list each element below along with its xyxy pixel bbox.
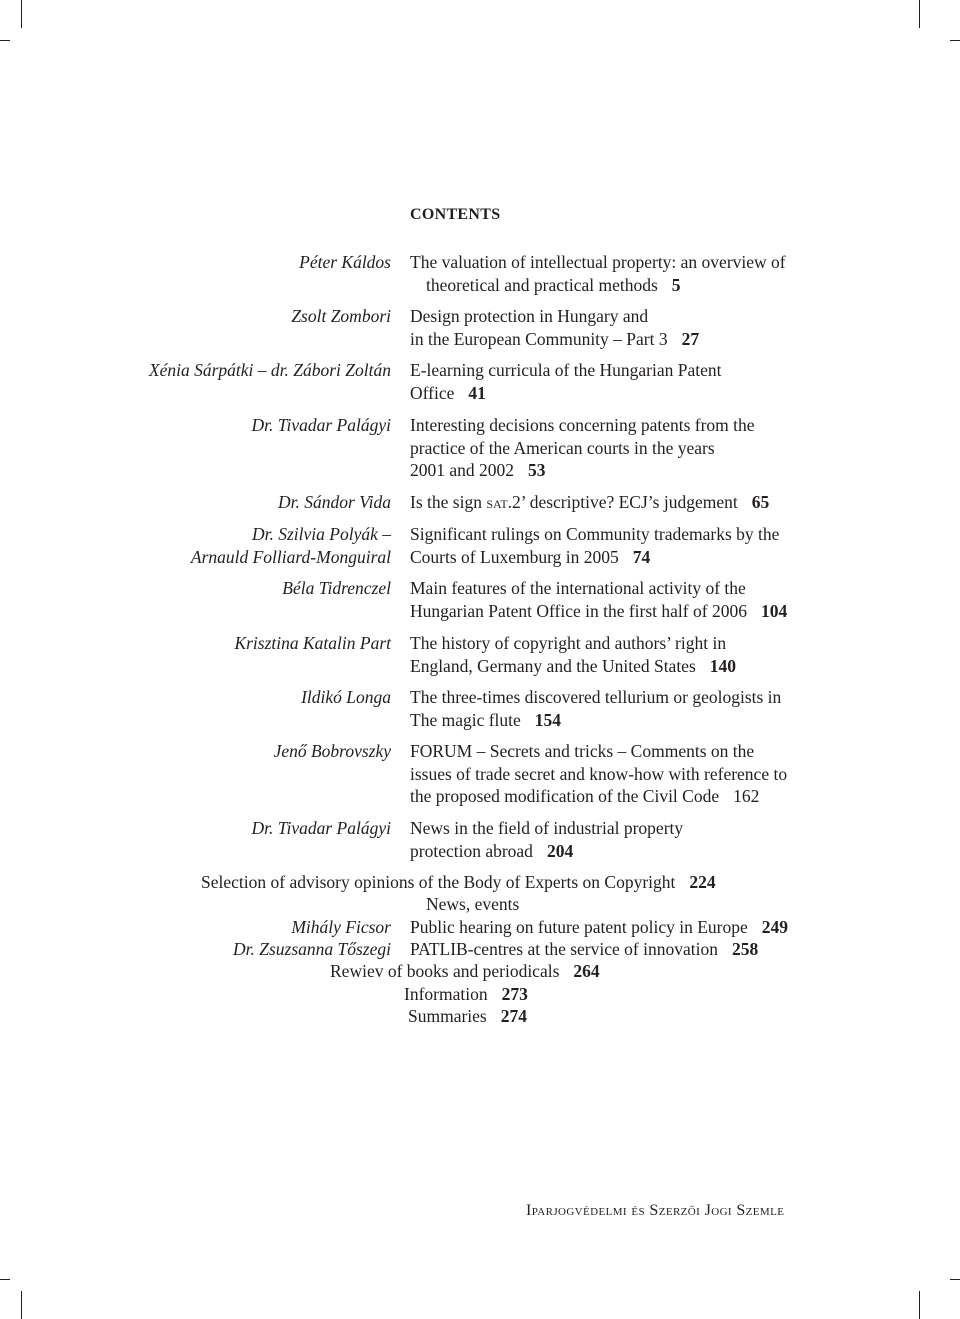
entry-author: Béla Tidrenczel (282, 578, 391, 598)
title-line: 2001 and 2002 53 (410, 460, 546, 480)
page-number: 162 (733, 786, 760, 806)
entry-author: Zsolt Zombori (291, 306, 391, 326)
entry-author: Dr. Zsuzsanna Tőszegi (232, 939, 391, 959)
entry-title (410, 359, 820, 404)
contents-heading: CONTENTS (410, 206, 501, 223)
crop-mark (0, 40, 10, 41)
title-line: Courts of Luxemburg in 2005 74 (410, 546, 651, 567)
page-number: 204 (546, 840, 574, 861)
news-heading: News, events (426, 894, 520, 914)
title-line: issues of trade secret and know-how with reference to (410, 763, 788, 784)
title-line: England, Germany and the United States 140 (410, 655, 737, 676)
entry-title (410, 632, 820, 677)
crop-mark (950, 40, 960, 41)
entry-author: Dr. Sándor Vida (278, 492, 391, 512)
entry-author: Péter Káldos (299, 252, 391, 272)
page-number: 140 (709, 655, 737, 676)
entry-author: Mihály Ficsor (291, 917, 391, 937)
entry-title (410, 740, 820, 808)
page-number: 258 (731, 939, 759, 959)
crop-mark (21, 0, 22, 28)
title-line: The history of copyright and authors’ right in (410, 633, 727, 653)
sign-name: sat.2 (486, 492, 521, 512)
page-number: 273 (501, 984, 528, 1004)
entry-author: Ildikó Longa (301, 687, 391, 707)
title-line: protection abroad 204 (410, 840, 574, 861)
title-line: Main features of the international activity of the (410, 578, 746, 598)
page-number: 5 (671, 274, 681, 295)
title-line: Office 41 (410, 382, 486, 403)
title-line: the proposed modification of the Civil Code 162 (410, 786, 760, 806)
entry-title: Public hearing on future patent policy in Europe 249 (410, 917, 789, 937)
page-number: 53 (528, 460, 546, 480)
advisory-title: Selection of advisory opinions of the Body of Experts on Copyright 224 (201, 872, 716, 892)
entry-title (410, 305, 820, 350)
entry-title: PATLIB-centres at the service of innovation 258 (410, 939, 759, 959)
entry-author: Dr. Tivadar Palágyi (251, 818, 391, 838)
entry-title: Is the sign sat.2’ descriptive? ECJ’s judgement 65 (410, 492, 770, 512)
page-number: 264 (573, 961, 600, 981)
title-line: The valuation of intellectual property: an overview of (410, 252, 786, 272)
entry-author: Dr. Tivadar Palágyi (251, 415, 391, 435)
title-line: The magic flute 154 (410, 709, 562, 730)
author-line: Dr. Szilvia Polyák – (251, 524, 391, 544)
page-number: 154 (534, 709, 562, 730)
entry-title (410, 523, 820, 568)
page-number: 65 (751, 492, 770, 512)
title-line: E-learning curricula of the Hungarian Patent (410, 360, 722, 380)
entry-author (11, 523, 391, 568)
author-line: Arnauld Folliard-Monguiral (190, 546, 391, 567)
entry-author: Krisztina Katalin Part (234, 633, 391, 653)
crop-mark (950, 1279, 960, 1280)
page-number: 274 (500, 1006, 527, 1026)
title-line: Significant rulings on Community trademarks by the (410, 524, 780, 544)
page-number: 74 (632, 546, 651, 567)
title-line: News in the field of industrial property (410, 818, 684, 838)
entry-title (410, 817, 820, 862)
title-line: Interesting decisions concerning patents from the (410, 415, 755, 435)
information-title: Information 273 (404, 984, 528, 1004)
title-line: FORUM – Secrets and tricks – Comments on the (410, 741, 755, 761)
entry-title (410, 251, 820, 296)
entry-author: Jenő Bobrovszky (273, 741, 391, 761)
title-line: theoretical and practical methods 5 (426, 274, 681, 295)
review-title: Rewiev of books and periodicals 264 (330, 961, 600, 981)
entry-author: Xénia Sárpátki – dr. Zábori Zoltán (148, 360, 391, 380)
page-number: 104 (760, 600, 788, 621)
page-number: 224 (689, 872, 716, 892)
crop-mark (0, 1279, 10, 1280)
crop-mark (919, 1291, 920, 1319)
title-line: The three-times discovered tellurium or geologists in (410, 687, 782, 707)
summaries-title: Summaries 274 (408, 1006, 527, 1026)
page-number: 41 (468, 382, 486, 403)
title-line: practice of the American courts in the years (410, 437, 715, 458)
crop-mark (21, 1291, 22, 1319)
title-line: Hungarian Patent Office in the first half of 2006 104 (410, 600, 788, 621)
crop-mark (919, 0, 920, 28)
title-line: Design protection in Hungary and (410, 306, 649, 326)
page-number: 249 (761, 917, 789, 937)
entry-title (410, 414, 820, 482)
entry-title (410, 686, 820, 731)
journal-footer: Iparjogvédelmi és Szerzői Jogi Szemle (526, 1202, 785, 1219)
entry-title (410, 577, 820, 622)
page-number: 27 (681, 328, 700, 349)
title-line: in the European Community – Part 3 27 (410, 328, 700, 349)
